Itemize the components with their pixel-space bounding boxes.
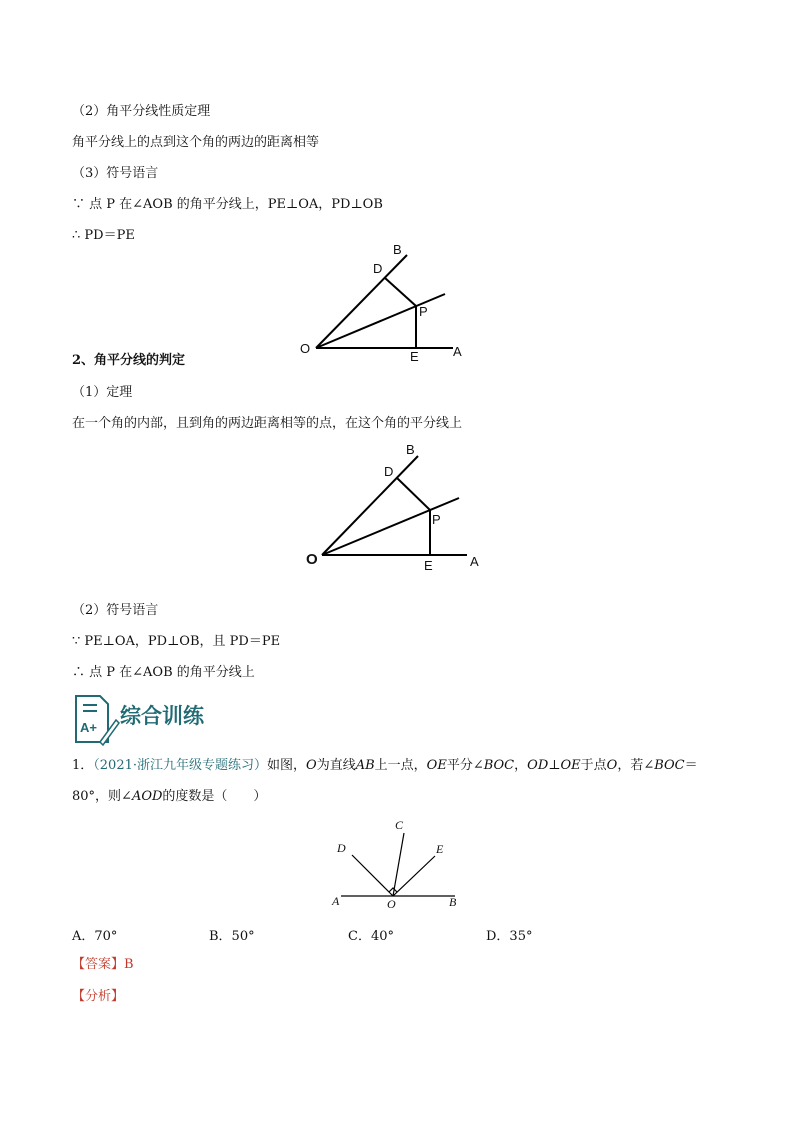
label-a: A [332, 894, 340, 908]
angle-bisector-figure-1 [290, 238, 480, 368]
label-o: O [300, 341, 311, 356]
grade-icon-text: A+ [80, 720, 97, 735]
label-e: E [424, 558, 433, 573]
label-d: D [384, 464, 394, 479]
sec2-item2-title: （2）符号语言 [72, 603, 159, 618]
sec2-theorem-text: 在一个角的内部，且到角的两边距离相等的点，在这个角的平分线上 [72, 416, 463, 431]
question-source: （2021·浙江九年级专题练习） [93, 758, 267, 773]
segment-pd [397, 478, 430, 510]
option-c[interactable]: C．40° [348, 929, 394, 944]
segment-pd [385, 278, 416, 306]
label-c: C [395, 818, 404, 832]
ray-od [352, 855, 393, 896]
training-title: 综合训练 [120, 704, 204, 728]
analysis-label: 【分析】 [72, 989, 125, 1004]
paper-icon [76, 696, 108, 742]
label-d: D [337, 841, 346, 855]
angle-bisector-figure-2 [290, 438, 500, 578]
question-1-stem-line-2: 80°，则∠AOD的度数是（ ） [72, 789, 267, 804]
label-d: D [373, 261, 383, 276]
theorem-text: 角平分线上的点到这个角的两边的距离相等 [72, 135, 320, 150]
question-1-figure [325, 812, 465, 912]
option-d[interactable]: D．35° [486, 929, 533, 944]
section-2-heading: 2、角平分线的判定 [72, 353, 186, 368]
training-section-icon [70, 692, 120, 748]
sec2-item1-title: （1）定理 [72, 385, 133, 400]
ray-ob [322, 456, 418, 555]
because-line: ∵ 点 P 在∠AOB 的角平分线上，PE⊥OA，PD⊥OB [72, 197, 383, 212]
option-a[interactable]: A．70° [72, 929, 118, 944]
question-1-stem: 1．（2021·浙江九年级专题练习）如图，O为直线AB上一点，OE平分∠BOC，OD⊥OE于点O，若∠BOC＝ [72, 758, 698, 773]
label-b: B [393, 242, 402, 257]
sec2-because-line: ∵ PE⊥OA，PD⊥OB，且 PD＝PE [72, 634, 281, 649]
right-angle-mark [389, 888, 397, 892]
bisector-ray [316, 294, 445, 348]
label-o: O [387, 897, 396, 911]
ray-ob [316, 255, 407, 348]
label-b: B [449, 895, 457, 909]
sec2-therefore-line: ∴ 点 P 在∠AOB 的角平分线上 [72, 665, 255, 680]
label-p: P [432, 512, 441, 527]
label-b: B [406, 442, 415, 457]
item3-title: （3）符号语言 [72, 166, 159, 181]
option-b[interactable]: B．50° [209, 929, 255, 944]
label-e: E [410, 349, 419, 364]
item2-title: （2）角平分线性质定理 [72, 104, 211, 119]
label-e: E [436, 842, 444, 856]
label-p: P [419, 304, 428, 319]
answer-label: 【答案】B [72, 957, 134, 972]
label-a: A [470, 554, 479, 569]
label-o: O [306, 551, 318, 568]
label-a: A [453, 344, 462, 359]
therefore-line: ∴ PD＝PE [72, 228, 135, 243]
